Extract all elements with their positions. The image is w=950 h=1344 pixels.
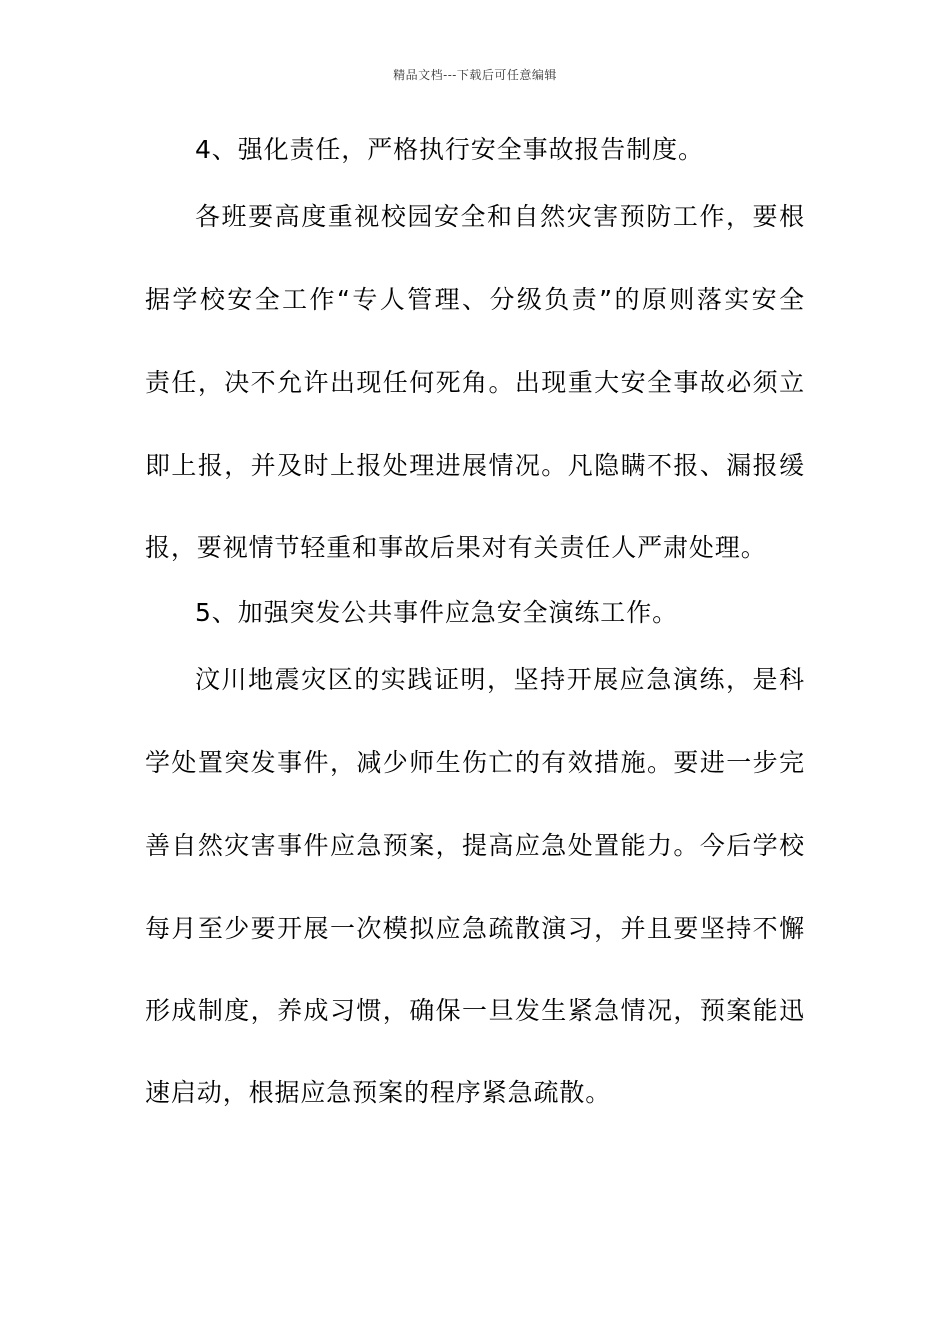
page-header: 精品文档---下载后可任意编辑	[393, 68, 557, 82]
paragraph-line: 报，要视情节轻重和事故后果对有关责任人严肃处理。	[145, 533, 767, 562]
paragraph-line: 每月至少要开展一次模拟应急疏散演习，并且要坚持不懈	[145, 914, 805, 943]
paragraph-line: 据学校安全工作“专人管理、分级负责”的原则落实安全	[145, 285, 805, 314]
paragraph-line: 各班要高度重视校园安全和自然灾害预防工作，要根	[195, 202, 805, 231]
paragraph-line: 速启动，根据应急预案的程序紧急疏散。	[145, 1078, 612, 1107]
paragraph-line: 责任，决不允许出现任何死角。出现重大安全事故必须立	[145, 368, 805, 397]
paragraph-line: 善自然灾害事件应急预案，提高应急处置能力。今后学校	[145, 831, 805, 860]
paragraph-line: 学处置突发事件，减少师生伤亡的有效措施。要进一步完	[145, 748, 805, 777]
paragraph-line: 形成制度，养成习惯，确保一旦发生紧急情况，预案能迅	[145, 996, 805, 1025]
paragraph-line: 即上报，并及时上报处理进展情况。凡隐瞒不报、漏报缓	[145, 451, 805, 480]
paragraph-line: 汶川地震灾区的实践证明，坚持开展应急演练，是科	[195, 665, 805, 694]
heading-4: 4、强化责任，严格执行安全事故报告制度。	[195, 135, 704, 164]
heading-5: 5、加强突发公共事件应急安全演练工作。	[195, 598, 679, 627]
